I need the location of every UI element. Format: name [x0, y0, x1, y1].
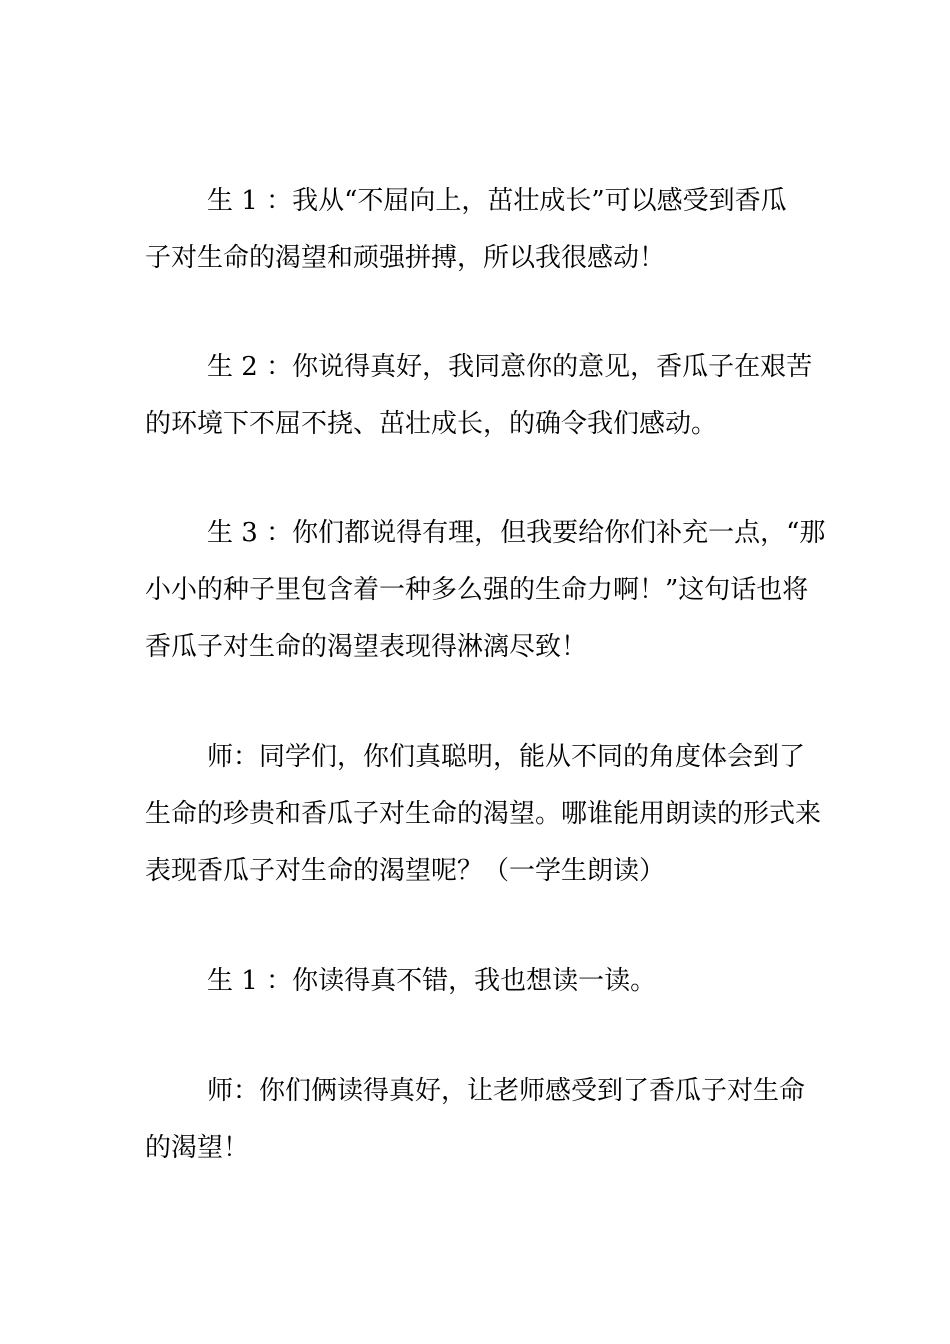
paragraph-line: 师：同学们，你们真聪明，能从不同的角度体会到了 [207, 742, 806, 772]
paragraph-line: 小小的种子里包含着一种多么强的生命力啊！”这句话也将 [145, 575, 809, 605]
paragraph-student3-supplement [145, 505, 826, 676]
paragraph-student1-feeling [145, 173, 815, 287]
paragraph-line: 的渴望！ [145, 1133, 250, 1163]
paragraph-line: 表现香瓜子对生命的渴望呢？（一学生朗读） [145, 856, 666, 886]
paragraph-line: 师：你们俩读得真好，让老师感受到了香瓜子对生命 [207, 1076, 806, 1106]
paragraph-teacher-praise [145, 729, 822, 900]
paragraph-line: 香瓜子对生命的渴望表现得淋漓尽致！ [145, 632, 588, 662]
paragraph-line: 生 2 ：你说得真好，我同意你的意见，香瓜子在艰苦 [207, 352, 813, 382]
paragraph-line: 子对生命的渴望和顽强拼搏，所以我很感动！ [145, 243, 666, 273]
paragraph-student1-read [145, 953, 815, 1010]
paragraph-line: 生命的珍贵和香瓜子对生命的渴望。哪谁能用朗读的形式来 [145, 799, 822, 829]
paragraph-line: 的环境下不屈不挠、茁壮成长，的确令我们感动。 [145, 409, 718, 439]
paragraph-student2-agree [145, 339, 815, 453]
paragraph-teacher-closing [145, 1063, 815, 1177]
paragraph-line: 生 1 ：我从“不屈向上，茁壮成长”可以感受到香瓜 [207, 186, 787, 216]
paragraph-line: 生 1 ：你读得真不错，我也想读一读。 [207, 966, 657, 996]
paragraph-line: 生 3 ：你们都说得有理，但我要给你们补充一点，“那 [207, 518, 826, 548]
